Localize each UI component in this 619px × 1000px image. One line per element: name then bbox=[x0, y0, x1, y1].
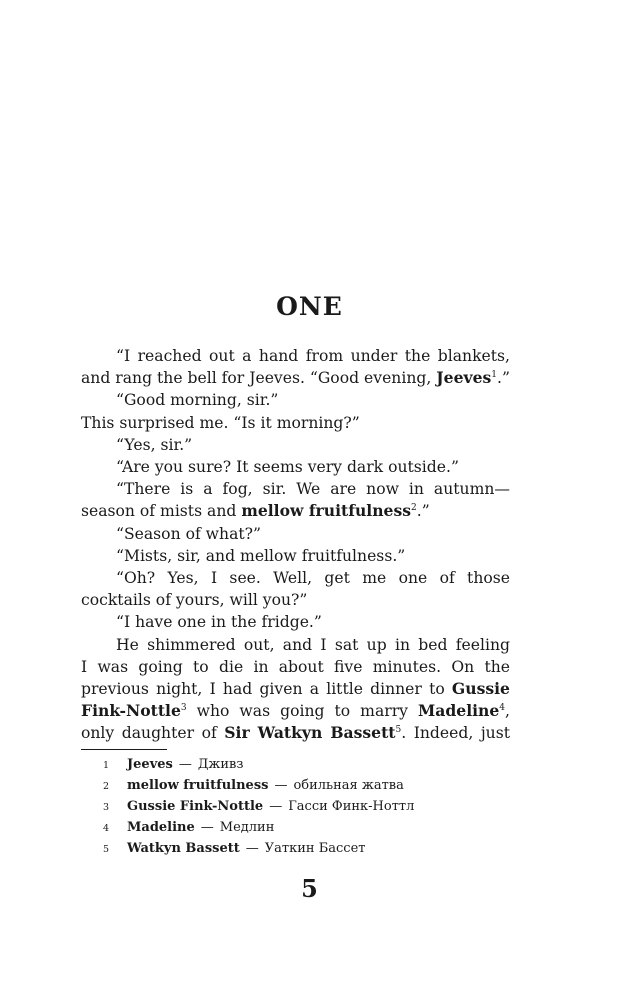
footnote-term: Madeline bbox=[127, 820, 195, 835]
text-line: “Yes, sir.” bbox=[116, 435, 193, 454]
glossary-term: mellow fruitfulness bbox=[241, 501, 412, 521]
chapter-title: ONE bbox=[276, 292, 343, 321]
footnote-term: mellow fruitfulness bbox=[127, 778, 269, 793]
footnote-ref: 3 bbox=[180, 703, 187, 714]
footnote-translation: Дживз bbox=[197, 757, 244, 772]
footnote-translation: Медлин bbox=[219, 820, 275, 835]
text-line: “Season of what?” bbox=[116, 524, 261, 543]
text-line: “Mists, sir, and mellow fruitfulness.” bbox=[116, 546, 406, 565]
text-line: Fink-Nottle$^3$ who was going to marry Madeline$^4$, bbox=[81, 701, 510, 721]
footnote-number: 1 bbox=[103, 760, 110, 771]
footnote-number: 4 bbox=[103, 823, 110, 834]
footnote bbox=[81, 755, 510, 776]
footnote-translation: Уаткин Бассет bbox=[264, 841, 366, 856]
glossary-term: Madeline bbox=[418, 701, 500, 721]
footnote-number: 2 bbox=[103, 781, 110, 792]
footnote-ref: 4 bbox=[499, 703, 506, 714]
glossary-term: Jeeves bbox=[436, 368, 492, 388]
footnote bbox=[81, 839, 510, 860]
footnote-ref: 5 bbox=[395, 725, 402, 736]
footnote-translation: Гасси Финк-Ноттл bbox=[288, 799, 415, 814]
footnote bbox=[81, 797, 510, 818]
footnote-dash: — bbox=[274, 778, 288, 793]
text-line: “Good morning, sir.” bbox=[116, 391, 279, 410]
body-text bbox=[81, 345, 510, 745]
text-line: “There is a fog, sir. We are now in autumn— bbox=[116, 480, 510, 499]
glossary-term: Sir Watkyn Bassett bbox=[224, 723, 396, 743]
footnote bbox=[81, 818, 510, 839]
text-line: This surprised me. “Is it morning?” bbox=[81, 413, 360, 432]
glossary-term: Fink-Nottle bbox=[81, 701, 181, 721]
text-line: season of mists and mellow fruitfulness$^2$.” bbox=[81, 501, 430, 521]
footnote-ref: 2 bbox=[411, 503, 417, 514]
footnote-number: 3 bbox=[103, 802, 110, 813]
text-line: cocktails of yours, will you?” bbox=[81, 591, 308, 610]
text-line: only daughter of Sir Watkyn Bassett$^5$. Indeed, just bbox=[81, 723, 510, 743]
text-line: and rang the bell for Jeeves. “Good evening, Jeeves$^1$.” bbox=[81, 368, 510, 388]
text-line: He shimmered out, and I sat up in bed feeling bbox=[116, 635, 510, 654]
footnote-translation: обильная жатва bbox=[293, 778, 404, 793]
footnote bbox=[81, 776, 510, 797]
footnote-divider bbox=[81, 749, 167, 750]
footnote-dash: — bbox=[178, 757, 192, 772]
text-line: I was going to die in about five minutes. On the bbox=[81, 657, 510, 676]
page-number: 5 bbox=[301, 874, 318, 903]
footnote-term: Watkyn Bassett bbox=[127, 841, 240, 856]
footnote-dash: — bbox=[269, 799, 283, 814]
footnote-dash: — bbox=[245, 841, 259, 856]
glossary-term: Gussie bbox=[451, 679, 510, 699]
footnotes bbox=[81, 755, 510, 860]
text-line: “Oh? Yes, I see. Well, get me one of those bbox=[116, 569, 510, 588]
footnote-dash: — bbox=[200, 820, 214, 835]
footnote-number: 5 bbox=[103, 844, 110, 855]
footnote-term: Jeeves bbox=[127, 757, 173, 772]
text-line: “I reached out a hand from under the blankets, bbox=[116, 347, 510, 365]
footnote-term: Gussie Fink-Nottle bbox=[127, 799, 264, 814]
text-line: “Are you sure? It seems very dark outside.” bbox=[116, 458, 459, 477]
text-line: “I have one in the fridge.” bbox=[116, 613, 322, 632]
footnote-ref: 1 bbox=[491, 370, 497, 381]
text-line: previous night, I had given a little dinner to Gussie bbox=[81, 679, 510, 699]
